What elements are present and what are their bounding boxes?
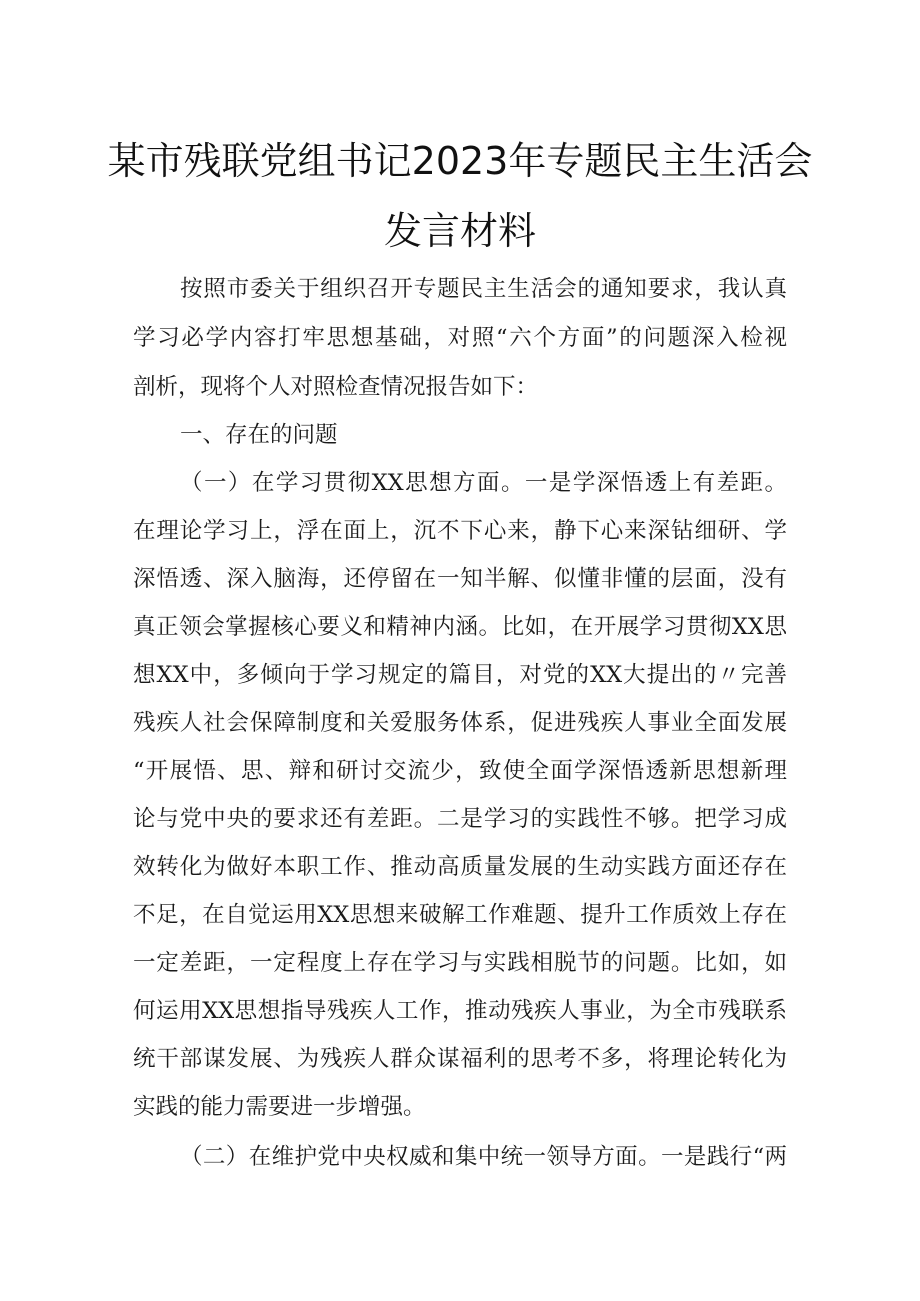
section-heading-problems: 一、存在的问题	[180, 422, 338, 448]
paragraph-line: 效转化为做好本职工作、推动高质量发展的生动实践方面还存在	[133, 854, 787, 880]
document-title-line-1: 某市残联党组书记2023年专题民主生活会	[107, 139, 813, 183]
paragraph-line: 深悟透、深入脑海，还停留在一知半解、似懂非懂的层面，没有	[133, 566, 787, 592]
paragraph-line: 实践的能力需要进一步增强。	[133, 1094, 426, 1120]
paragraph-line: 一定差距，一定程度上存在学习与实践相脱节的问题。比如，如	[133, 950, 787, 976]
intro-line: 剖析，现将个人对照检查情况报告如下：	[133, 374, 539, 400]
paragraph-line: 不足，在自觉运用XX思想来破解工作难题、提升工作质效上存在	[133, 902, 787, 928]
paragraph-line: 何运用XX思想指导残疾人工作，推动残疾人事业，为全市残联系	[133, 998, 787, 1024]
paragraph-line: （一）在学习贯彻XX思想方面。一是学深悟透上有差距。	[180, 470, 787, 496]
paragraph-line: 真正领会掌握核心要义和精神内涵。比如，在开展学习贯彻XX思	[133, 614, 787, 640]
paragraph-line: 残疾人社会保障制度和关爱服务体系，促进残疾人事业全面发展	[133, 710, 787, 736]
paragraph-line: 在理论学习上，浮在面上，沉不下心来，静下心来深钻细研、学	[133, 518, 787, 544]
intro-line: 学习必学内容打牢思想基础，对照“六个方面”的问题深入检视	[133, 325, 787, 351]
paragraph-line: 统干部谋发展、为残疾人群众谋福利的思考不多，将理论转化为	[133, 1046, 787, 1072]
document-title-line-2: 发言材料	[383, 209, 536, 253]
paragraph-line: 想XX中，多倾向于学习规定的篇目，对党的XX大提出的〃完善	[133, 662, 787, 688]
paragraph-line: “开展悟、思、辩和研讨交流少，致使全面学深悟透新思想新理	[133, 758, 787, 784]
intro-line: 按照市委关于组织召开专题民主生活会的通知要求，我认真	[180, 276, 787, 302]
paragraph-line: （二）在维护党中央权威和集中统一领导方面。一是践行“两	[180, 1144, 787, 1170]
paragraph-line: 论与党中央的要求还有差距。二是学习的实践性不够。把学习成	[133, 806, 787, 832]
